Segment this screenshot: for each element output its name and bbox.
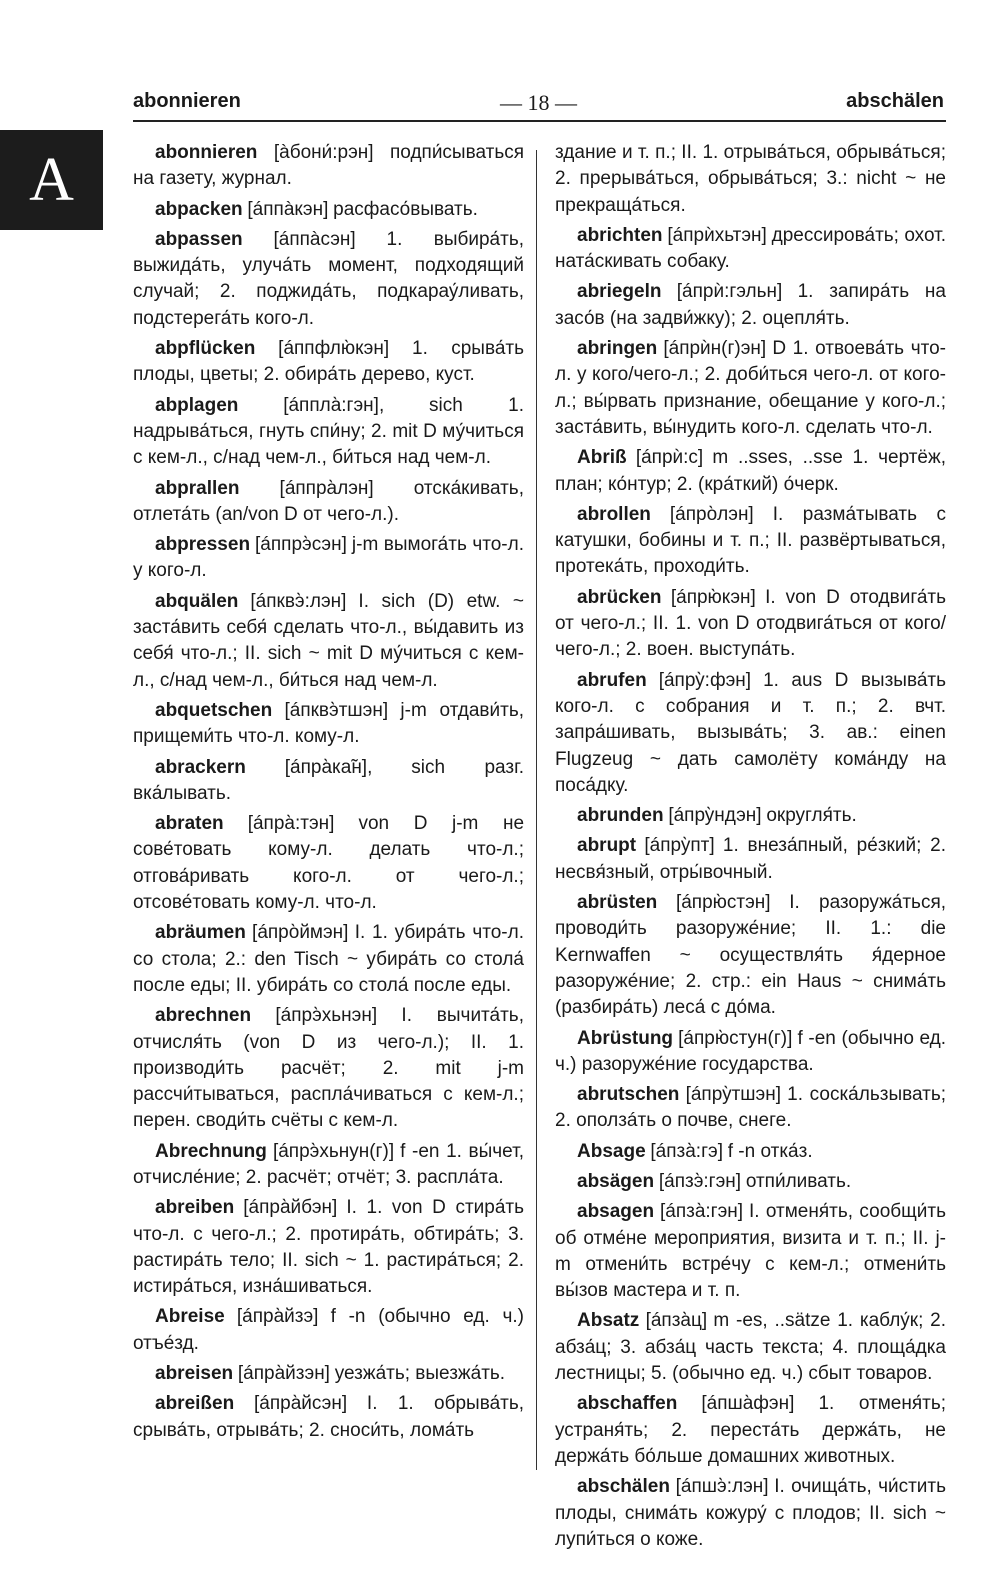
entry-headword: Absage — [577, 1140, 646, 1162]
entry-headword: abräumen — [155, 922, 246, 944]
entry-definition: sich 1. надрыва́ться, гнуть спи́ну; 2. mit D му́читься с кем-л., с/над чем-л., би́ться над чем-л. — [133, 394, 524, 469]
dictionary-entry — [555, 668, 946, 799]
entry-transcription: [áпрэ̀хьнун(г)] — [272, 1140, 395, 1162]
dictionary-entry — [133, 811, 524, 916]
entry-definition: расфасо́вывать. — [333, 198, 478, 220]
entry-transcription: [áппрэ̀сэн] — [255, 534, 347, 556]
entry-definition: I. sich (D) etw. ~ заста́вить себя́ сделать что-л., вы́давить из себя́ что-л.; II. sich ~ mit D му́читься с кем-л., с/над чем-л., би́ться над чем-л. — [133, 590, 525, 691]
dictionary-entry — [555, 502, 946, 581]
entry-transcription: [áпрэ̀хьнэн] — [275, 1005, 378, 1027]
entry-headword: abquälen — [155, 590, 239, 612]
entry-headword: abpflücken — [155, 338, 256, 360]
dictionary-entry — [555, 1199, 946, 1304]
entry-definition: m -es, ..sätze 1. каблу́к; 2. абза́ц; 3. абза́ц часть текста; 4. площа́дка лестницы; 5. (обычно ед. ч.) сбыт товаров. — [555, 1310, 947, 1385]
entry-transcription: [áппра̀лэн] — [279, 477, 374, 499]
header-rule — [133, 120, 946, 122]
entry-headword: abquetschen — [155, 699, 273, 721]
page-header — [133, 90, 944, 120]
entry-headword: abrunden — [577, 805, 664, 827]
letter-tab-label: A — [29, 145, 74, 214]
entry-headword: abrackern — [155, 756, 246, 778]
dictionary-entry — [555, 833, 946, 886]
entry-transcription: [áппàкэн] — [247, 198, 329, 220]
entry-definition: подпи́сываться на газету, журнал. — [133, 142, 525, 190]
entry-definition: j-m отдави́ть, прищеми́ть что-л. кому-л. — [133, 699, 525, 748]
left-column — [133, 140, 524, 1448]
letter-tab — [0, 130, 103, 230]
entry-definition: 1. запира́ть на засо́в (на задви́жку); 2. оцепля́ть. — [555, 281, 946, 329]
header-right-guide-word: abschälen — [846, 90, 944, 112]
entry-transcription: [áпра̀йсэн] — [254, 1393, 348, 1415]
entry-headword: Absatz — [577, 1310, 640, 1332]
dictionary-entry — [555, 890, 946, 1021]
entry-transcription: [áпру̀пт] — [644, 835, 715, 857]
entry-definition: здание и т. п.; II. 1. отрыва́ться, обрыва́ться; 2. прерыва́ться, обрыва́ться; 3.: nicht ~ не прекраща́ться. — [555, 142, 946, 216]
entry-transcription: [áпрю̀кэн] — [670, 586, 756, 608]
entry-definition: I. отменя́ть, сообщи́ть об отме́не мероприятия, визита и т. п.; II. j-m отмени́ть встре́чу с кем-л.; отмени́ть вы́зов мастера и т. п. — [555, 1201, 947, 1302]
entry-headword: Abreise — [155, 1306, 225, 1328]
dictionary-entry — [555, 223, 946, 276]
entry-transcription: [áпро̀лэн] — [669, 503, 754, 525]
entry-transcription: [áпрю̀стэн] — [675, 892, 771, 914]
dictionary-entry — [133, 1391, 524, 1444]
dictionary-entry — [555, 1169, 946, 1195]
entry-transcription: [áпра̀йбэн] — [243, 1197, 338, 1219]
dictionary-entry — [555, 1308, 946, 1387]
dictionary-entry — [133, 698, 524, 751]
dictionary-entry — [133, 532, 524, 585]
entry-definition: 1. aus D вызыва́ть кого-л. с собрания и т. п.; 2. вчт. запра́шивать, вызыва́ть; 3. ав.: einen Flugzeug ~ дать самолёту кома́нду на поса́дку. — [555, 669, 947, 796]
entry-headword: abreiben — [155, 1197, 235, 1219]
dictionary-entry — [133, 589, 524, 694]
entry-headword: Abrechnung — [155, 1140, 267, 1162]
entry-headword: abonnieren — [155, 142, 258, 163]
entry-transcription: [áпру̀ндэн] — [668, 805, 762, 827]
entry-transcription: [áппфлю̀кэн] — [278, 338, 390, 360]
entry-transcription: [áпру̀тшэн] — [685, 1084, 781, 1106]
dictionary-entry — [555, 1082, 946, 1135]
entry-transcription: [áпрѝ:гэльн] — [676, 281, 783, 303]
entry-headword: absagen — [577, 1201, 655, 1223]
dictionary-entry — [555, 279, 946, 332]
entry-definition: I. 1. von D стира́ть что-л. с чего-л.; 2. протира́ть, обтира́ть; 3. растира́ть тело; II. sich ~ 1. растира́ться; 2. истира́ться, изна́шиваться. — [133, 1197, 525, 1298]
dictionary-entry — [133, 393, 524, 472]
entry-definition: 1. внеза́пный, ре́зкий; 2. несвя́зный, отры́вочный. — [555, 835, 946, 883]
entry-transcription: [áпрѝхьтэн] — [667, 224, 767, 246]
entry-headword: abrechnen — [155, 1005, 252, 1027]
dictionary-entry — [555, 140, 946, 219]
entry-definition: j-m вымога́ть что-л. у кого-л. — [133, 534, 524, 582]
entry-headword: abplagen — [155, 394, 239, 416]
dictionary-entry — [133, 1003, 524, 1134]
entry-definition: I. очища́ть, чи́стить плоды, снима́ть кожуру́ с плодов; II. sich ~ лупи́ться о коже. — [555, 1476, 946, 1550]
right-column — [555, 140, 946, 1557]
dictionary-entry — [133, 1139, 524, 1192]
column-divider — [536, 150, 537, 1470]
entry-transcription: [áпшэ̀:лэн] — [675, 1476, 769, 1498]
entry-transcription: [áппла̀:гэн], — [283, 394, 385, 416]
dictionary-entry — [555, 803, 946, 829]
entry-transcription: [áпра̀йзэн] — [237, 1363, 330, 1385]
entry-headword: abschaffen — [577, 1393, 678, 1415]
dictionary-entry — [133, 227, 524, 332]
entry-headword: Abrüstung — [577, 1027, 674, 1049]
entry-headword: abrufen — [577, 669, 647, 691]
dictionary-entry — [133, 1304, 524, 1357]
dictionary-entry — [133, 1361, 524, 1387]
entry-headword: abrollen — [577, 503, 651, 525]
entry-transcription: [áпрѝ:с] — [635, 447, 704, 469]
entry-transcription: [áпра̀йзэ] — [236, 1306, 319, 1328]
dictionary-entry — [133, 336, 524, 389]
entry-definition: f -en (обычно ед. ч.) разоруже́ние государства. — [555, 1027, 947, 1075]
entry-definition: дрессирова́ть; охот. ната́скивать собаку. — [555, 224, 946, 273]
entry-headword: abreisen — [155, 1363, 234, 1385]
entry-definition: I. 1. обрыва́ть, срыва́ть, отрыва́ть; 2. сноси́ть, лома́ть — [133, 1393, 525, 1441]
entry-definition: 1. соска́льзывать; 2. оползáть о почве, снеге. — [555, 1084, 947, 1132]
entry-transcription: [áпза̀:гэ] — [650, 1140, 723, 1162]
entry-headword: abrücken — [577, 586, 662, 608]
dictionary-entry — [133, 1195, 524, 1300]
entry-transcription: [áпквэ̀тшэн] — [284, 699, 389, 721]
page-number: — 18 — — [500, 90, 577, 115]
entry-definition: von D j-m не сове́товать кому-л. делать что-л.; отгова́ривать кого-л. от чего-л.; отсове́товать кому-л. что-л. — [133, 813, 525, 914]
entry-definition: уезжа́ть; выезжа́ть. — [334, 1363, 506, 1385]
entry-transcription: [áпза̀:гэн] — [659, 1201, 744, 1223]
entry-headword: absägen — [577, 1170, 655, 1192]
entry-headword: abprallen — [155, 477, 240, 499]
entry-definition: f -en 1. вы́чет, отчисле́ние; 2. расчёт; отчёт; 3. распла́та. — [133, 1140, 524, 1188]
entry-headword: abriegeln — [577, 281, 662, 303]
entry-headword: abrichten — [577, 224, 663, 246]
entry-definition: f -n (обычно ед. ч.) отъе́зд. — [133, 1306, 525, 1354]
entry-definition: I. 1. убира́ть что-л. со стола; 2.: den Tisch ~ убира́ть со стола́ после еды; II. убира́ть со стола́ после еды. — [133, 922, 524, 996]
entry-transcription: [áпша̀фэн] — [701, 1393, 795, 1415]
dictionary-entry — [555, 1391, 946, 1470]
dictionary-entry — [133, 476, 524, 529]
entry-transcription: [áпза̀ц] — [645, 1310, 708, 1332]
entry-definition: m ..sses, ..sse 1. чертёж, план; ко́нтур; 2. (кра́ткий) о́черк. — [555, 447, 946, 495]
entry-transcription: [áпра̀:тэн] — [247, 813, 335, 835]
dictionary-entry — [555, 445, 946, 498]
entry-definition: sich разг. вка́лывать. — [133, 756, 525, 804]
entry-transcription: [áпру̀:фэн] — [658, 669, 752, 691]
entry-headword: Abriß — [577, 447, 627, 469]
entry-headword: abrupt — [577, 835, 637, 857]
entry-headword: abrutschen — [577, 1084, 680, 1106]
dictionary-entry — [133, 755, 524, 808]
entry-definition: отска́кивать, отлета́ть (an/von D от чего-л.). — [133, 477, 524, 525]
dictionary-entry — [133, 140, 524, 193]
entry-transcription: [áпро̀ймэн] — [252, 922, 349, 944]
dictionary-entry — [133, 920, 524, 999]
dictionary-entry — [555, 1026, 946, 1079]
entry-headword: abpacken — [155, 198, 243, 220]
entry-transcription: [áпрѝн(г)эн] — [663, 338, 767, 360]
entry-transcription: [áппàсэн] — [273, 228, 356, 250]
entry-definition: I. von D отодвига́ть от чего-л.; II. 1. von D отодвига́ться от кого/чего-л.; 2. воен. выступа́ть. — [555, 586, 946, 661]
entry-definition: f -n отка́з. — [727, 1140, 813, 1162]
entry-definition: 1. срыва́ть плоды, цветы; 2. обира́ть дерево, куст. — [133, 338, 525, 386]
entry-definition: I. вычита́ть, отчисля́ть (von D из чего-л.); II. 1. производи́ть расчёт; 2. mit j-m рассчи́тываться, распла́чиваться с кем-л.; перен. своди́ть счёты с кем-л. — [133, 1005, 524, 1132]
entry-headword: abraten — [155, 813, 224, 835]
entry-definition: 1. отменя́ть; устраня́ть; 2. переста́ть держа́ть, не держа́ть бо́льше домашних животных. — [555, 1393, 947, 1467]
entry-headword: abreißen — [155, 1393, 235, 1415]
entry-definition: округля́ть. — [766, 805, 857, 827]
entry-definition: I. разоружа́ться, проводи́ть разоруже́ние; II. 1.: die Kernwaffen ~ осуществля́ть я́дерное разоруже́ние; 2. стр.: ein Haus ~ снима́ть (разбира́ть) леса́ с до́ма. — [555, 892, 947, 1019]
entry-definition: I. разма́тывать с катушки, бобины и т. п.; II. развёртываться, протека́ть, проходи́ть. — [555, 503, 947, 578]
entry-headword: abringen — [577, 338, 658, 360]
entry-transcription: [áпквэ̀:лэн] — [250, 590, 347, 612]
entry-headword: abrüsten — [577, 892, 658, 914]
entry-headword: abpressen — [155, 534, 251, 556]
dictionary-entry — [555, 336, 946, 441]
entry-definition: отпи́ливать. — [745, 1170, 852, 1192]
dictionary-entry — [555, 1474, 946, 1553]
entry-definition: D 1. отвоева́ть что-л. у кого/чего-л.; 2. доби́ться чего-л. от кого-л.; вы́рвать признание, обещание у кого-л.; заста́вить, вы́нудить кого-л. сделать что-л. — [555, 338, 946, 438]
entry-headword: abschälen — [577, 1476, 670, 1498]
header-left-guide-word: abonnieren — [133, 90, 241, 112]
entry-headword: abpassen — [155, 228, 243, 250]
dictionary-entry — [555, 1139, 946, 1165]
entry-transcription: [áпрю̀стун(г)] — [678, 1027, 793, 1049]
dictionary-entry — [555, 585, 946, 664]
dictionary-entry — [133, 197, 524, 223]
entry-definition: 1. выбира́ть, выжида́ть, улуча́ть момент, подходящий случай; 2. поджида́ть, подкарау́ливать, подстерега́ть кого-л. — [133, 228, 524, 329]
entry-transcription: [áпра̀ка̃н], — [284, 756, 373, 778]
entry-transcription: [áпзэ̀:гэн] — [658, 1170, 742, 1192]
entry-transcription: [àбони́:рэн] — [273, 142, 374, 163]
